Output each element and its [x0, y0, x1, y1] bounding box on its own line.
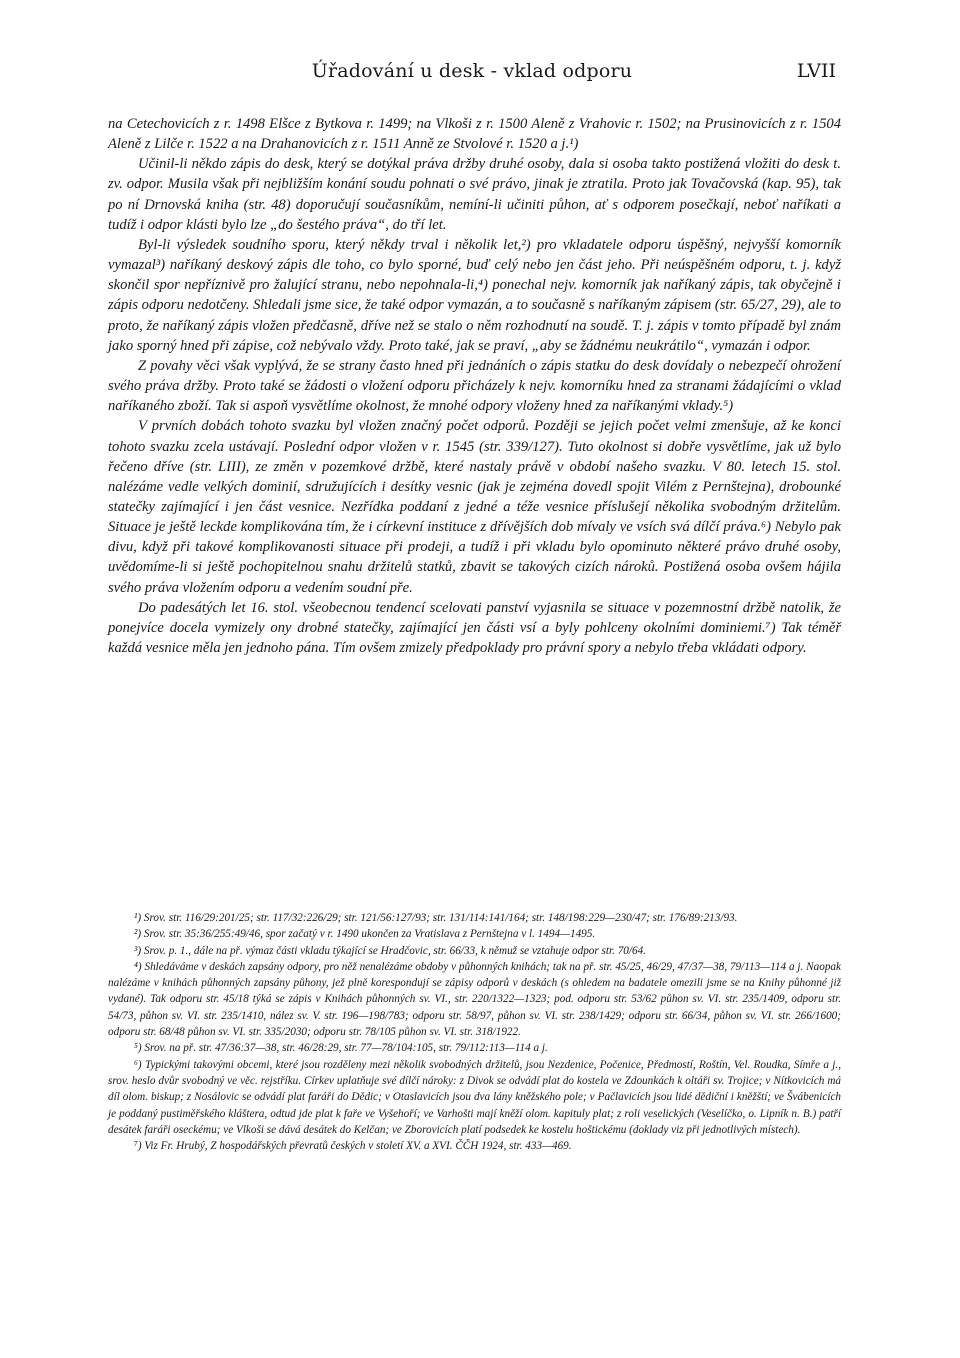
footnotes — [108, 910, 841, 1154]
footnote: ⁷) Viz Fr. Hrubý, Z hospodářských převratů českých v století XV. a XVI. ČČH 1924, str. 433—469. — [134, 1140, 572, 1153]
footnote: ³) Srov. p. 1., dále na př. výmaz části vkladu týkající se Hradčovic, str. 66/33, k němuž se vztahuje odpor str. 70/64. — [134, 944, 646, 957]
paragraph: Do padesátých let 16. stol. všeobecnou tendencí scelovati panství vyjasnila se situace v pozemnostní držbě natolik, že ponejvíce docela vymizely ony drobné statečky, zajímající jen části vsí a byly pohlceny okolními dominiemi.⁷) Tak téměř každá vesnice měla jen jednoho pána. Tím ovšem zmizely předpoklady pro právní spory a nebylo třeba vkládati odpory. — [108, 599, 841, 657]
paragraph: Byl-li výsledek soudního sporu, který někdy trval i několik let,²) pro vkladatele odporu úspěšný, nejvyšší komorník vymazal³) naříkaný deskový zápis dle toho, co bylo sporné, buď celý nebo jen část jeho. Při neúspěšném odporu, t. j. když skončil spor nepříznivě pro žalující stranu, nebo nepohnala-li,⁴) ponechal nejv. komorník jak naříkaný zápis, tak obyčejně i zápis odporu nedotčeny. Shledali jsme sice, že také odpor vymazán, a to současně s naříkaným zápisem (str. 65/27, 29), ale to proto, že naříkaný zápis vložen předčasně, dříve než se stalo o něm rozhodnutí na soudě. T. j. zápis v tomto případě byl znám jako sporný hned při zápise, což nebývalo vždy. Proto také, jak se praví, „aby se žádnému neukrátilo“, vymazán i odpor. — [108, 236, 841, 354]
footnote: ¹) Srov. str. 116/29:201/25; str. 117/32:226/29; str. 121/56:127/93; str. 131/114:141/164; str. 148/198:229—230/47; str. 176/89:213/93. — [134, 912, 738, 924]
body-text — [108, 114, 841, 658]
page-number: LVII — [796, 60, 836, 82]
paragraph: na Cetechovicích z r. 1498 Elšce z Bytkova r. 1499; na Vlkoši z r. 1500 Aleně z Vrahovic r. 1502; na Prusinovicích z r. 1504 Aleně z Lilče r. 1522 a na Drahanovicích z r. 1511 Anně ze Stvolové r. 1520 a j.¹) — [108, 116, 841, 153]
footnote: ⁵) Srov. na př. str. 47/36:37—38, str. 46/28:29, str. 77—78/104:105, str. 79/112:113—114 a j. — [134, 1042, 548, 1055]
running-head — [108, 60, 836, 90]
footnote: ⁶) Typickými takovými obcemi, které jsou rozděleny mezi několik svobodných držitelů, jsou Nezdenice, Počenice, Předmostí, Roštín, Vel. Roudka, Símře a j., srov. heslo dvůr svobodný ve věc. rejstříku. Církev uplatňuje své dílčí nároky: z Divok se odvádí plat do kostela ve Zdounkách k oltáři sv. Trojice; v Nítkovicích má díl olom. biskup; z Nosálovic se odvádí plat faráři do Dědic; v Otaslavicích jsou dva lány kněžského pole; v Pačlavicích jsou lidé dědiční i kněžští; ve Švábenicích je poddaný pustiměřského kláštera, odtud jde plat k faře ve Vyšehoří; ve Varhošti mají kněží olom. kapituly plat; z roli veselických (Veselíčko, o. Lipník n. B.) patří desátek faráři oseckému; ve Vlkoši se dává desátek do Kelčan; ve Zborovicích platí podsedek ke kostelu hoštickému (doklady viz při jednotlivých místech). — [108, 1058, 841, 1136]
page-title: Úřadování u desk - vklad odporu — [311, 60, 633, 82]
paragraph: Učinil-li někdo zápis do desk, který se dotýkal práva držby druhé osoby, dala si osoba takto postižená vložiti do desk t. zv. odpor. Musila však při nejbližším konání soudu pohnati o své právo, jinak je ztratila. Proto jak Tovačovská (kap. 95), tak po ní Drnovská kniha (str. 48) doporučují současníkům, nemíní-li učiniti půhon, ať s odporem posečkají, neboť naříkati a tudíž i odpor klásti bylo lze „do šestého práva“, do tří let. — [108, 156, 841, 233]
footnote: ⁴) Shledáváme v deskách zapsány odpory, pro něž nenalézáme obdoby v půhonných knihách; tak na př. str. 45/25, 46/29, 47/37—38, 79/113—114 a j. Naopak nalézáme v knihách půhonných zapsány půhony, jež plně korespondují se zápisy odporů v deskách (s ohledem na badatele omezili jsme se na Knihy půhonné již vydané). Tak odporu str. 45/18 týká se zápis v Knihách půhonných sv. VI., str. 220/1322—1323; pod. odporu str. 53/62 půhon sv. VI. str. 235/1409, odporu str. 54/73, půhon sv. VI. str. 235/1410, nález sv. V. str. 196—198/783; odporu str. 58/97, půhon sv. VI. str. 238/1429; odporu str. 66/34, půhon sv. VI. str. 266/1600; odporu str. 68/48 půhon sv. VI. str. 335/2030; odporu str. 78/105 půhon sv. VI. str. 318/1922. — [108, 960, 841, 1039]
paragraph: V prvních dobách tohoto svazku byl vložen značný počet odporů. Později se jejich počet velmi zmenšuje, až ke konci tohoto svazku zcela ustávají. Poslední odpor vložen v r. 1545 (str. 339/127). Tuto okolnost si dobře vysvětlíme, jak už bylo řečeno dříve (str. LIII), ze změn v pozemkové držbě, které nastaly právě v období našeho svazku. V 80. letech 15. stol. nalézáme vedle velkých dominií, sdružujících i desítky vesnic (jak je zejména dovedl spojit Vilém z Pernštejna), drobounké statečky zajímající i jen část vesnice. Nezřídka poddaní z jedné a téže vesnice příslušejí několika svobodným držitelům. Situace je ještě leckde komplikována tím, že i církevní instituce z dřívějších dob mívaly ve vsích svá dílčí práva.⁶) Nebylo pak divu, když při takové komplikovanosti situace při prodeji, a tudíž i při vkladu bylo opominuto některé právo druhé osoby, uvědomíme-li si ještě pochopitelnou snahu držitelů statků, zbavit se takových cizích nároků. Postižená osoba ovšem hájila svého práva vložením odporu a vedením soudní pře. — [108, 418, 841, 596]
footnote: ²) Srov. str. 35:36/255:49/46, spor začatý v r. 1490 ukončen za Vratislava z Pernštejna v l. 1494—1495. — [134, 928, 596, 941]
paragraph: Z povahy věci však vyplývá, že se strany často hned při jednáních o zápis statku do desk dovídaly o nebezpečí ohrožení svého práva držby. Proto také se žádosti o vložení odporu přicházely k nejv. komorníku hned za stranami žádajícími o vklad naříkaného zboží. Tak si aspoň vysvětlíme okolnost, že mnohé odpory vloženy hned za naříkanými vklady.⁵) — [108, 357, 841, 415]
